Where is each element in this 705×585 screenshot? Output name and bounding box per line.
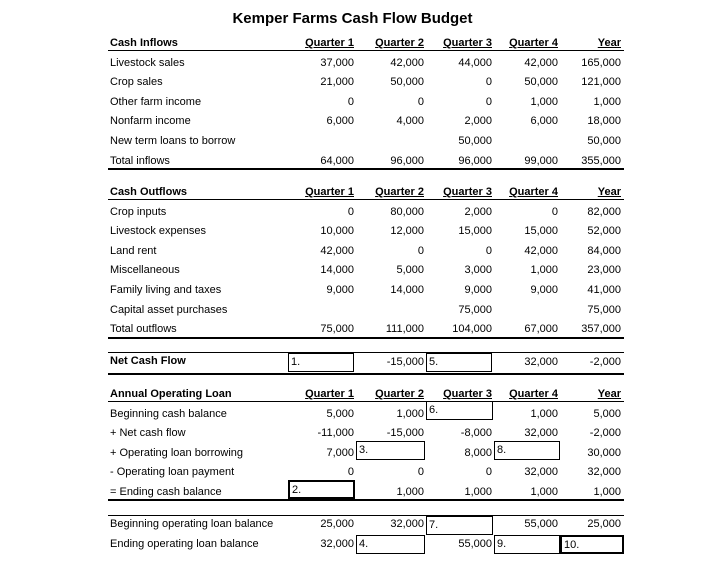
cell-q2: 42,000 bbox=[390, 56, 424, 69]
divider bbox=[108, 337, 624, 339]
cell-q3: 1,000 bbox=[464, 485, 492, 498]
cell-year: 32,000 bbox=[587, 466, 621, 479]
table-row bbox=[108, 203, 624, 223]
blank-number: 6. bbox=[429, 404, 439, 416]
operating-loan-table bbox=[108, 385, 624, 503]
cell-q2: 0 bbox=[417, 466, 424, 479]
cell-q3: -8,000 bbox=[460, 427, 492, 440]
cell-year: 5,000 bbox=[593, 407, 621, 420]
cell-q2: 12,000 bbox=[390, 225, 424, 238]
cell-year: 52,000 bbox=[587, 225, 621, 238]
row-label: Crop sales bbox=[110, 76, 163, 89]
cell-q4: 9,000 bbox=[530, 283, 558, 296]
table-row bbox=[108, 405, 624, 425]
cell-q4: 67,000 bbox=[524, 323, 558, 336]
cell-q1: -11,000 bbox=[317, 427, 354, 440]
header-q2: Quarter 2 bbox=[375, 186, 424, 198]
answer-blank-7[interactable] bbox=[426, 516, 493, 535]
cell-q4: 42,000 bbox=[524, 244, 558, 257]
answer-blank-4[interactable] bbox=[356, 535, 425, 554]
cell-q1: 25,000 bbox=[320, 518, 354, 530]
answer-blank-8[interactable] bbox=[494, 441, 560, 460]
row-label: Total inflows bbox=[110, 154, 170, 167]
answer-blank-10[interactable] bbox=[560, 535, 624, 554]
cell-year: 1,000 bbox=[593, 485, 621, 498]
cell-q1: 42,000 bbox=[320, 244, 354, 257]
row-label: Family living and taxes bbox=[110, 283, 222, 296]
cell-q3: 0 bbox=[485, 95, 492, 108]
cell-q4: 1,000 bbox=[530, 407, 558, 420]
cell-q2: 80,000 bbox=[390, 205, 424, 218]
cell-year: -2,000 bbox=[589, 356, 621, 368]
header-q1: Quarter 1 bbox=[305, 37, 354, 49]
cell-q4: 1,000 bbox=[530, 264, 558, 277]
cell-q3: 55,000 bbox=[458, 537, 492, 550]
cell-q1: 7,000 bbox=[326, 446, 354, 459]
cell-q2: 0 bbox=[417, 95, 424, 108]
answer-blank-3[interactable] bbox=[356, 441, 425, 460]
header-q2: Quarter 2 bbox=[375, 37, 424, 49]
table-row bbox=[108, 93, 624, 113]
cell-q2: 4,000 bbox=[396, 115, 424, 128]
cell-q1: 5,000 bbox=[326, 407, 354, 420]
blank-number: 4. bbox=[359, 538, 369, 550]
answer-blank-9[interactable] bbox=[494, 535, 560, 554]
cell-year: 75,000 bbox=[587, 303, 621, 316]
cell-q1: 32,000 bbox=[320, 537, 354, 550]
row-label: Livestock sales bbox=[110, 56, 185, 69]
cell-q3: 0 bbox=[485, 466, 492, 479]
table-row bbox=[108, 242, 624, 262]
header-label: Cash Outflows bbox=[110, 186, 188, 198]
cell-q3: 3,000 bbox=[464, 264, 492, 277]
header-q1: Quarter 1 bbox=[305, 388, 354, 400]
table-row bbox=[108, 463, 624, 483]
table-row bbox=[108, 281, 624, 301]
cell-q4: 55,000 bbox=[524, 518, 558, 530]
cell-q4: 6,000 bbox=[530, 115, 558, 128]
divider bbox=[108, 373, 624, 375]
cell-q3: 104,000 bbox=[452, 323, 492, 336]
answer-blank-6[interactable] bbox=[426, 401, 493, 420]
cell-q3: 96,000 bbox=[458, 154, 492, 167]
divider bbox=[108, 401, 624, 402]
divider bbox=[108, 168, 624, 170]
net-cash-flow-table bbox=[108, 352, 624, 372]
loan-balance-table bbox=[108, 515, 624, 554]
cell-q3: 2,000 bbox=[464, 115, 492, 128]
answer-blank-5[interactable] bbox=[426, 353, 492, 372]
divider bbox=[108, 50, 624, 51]
cell-q3: 50,000 bbox=[458, 134, 492, 147]
cell-q1: 75,000 bbox=[320, 323, 354, 336]
answer-blank-1[interactable] bbox=[288, 353, 354, 372]
cell-q4: 0 bbox=[551, 205, 558, 218]
page-title: Kemper Farms Cash Flow Budget bbox=[232, 10, 473, 27]
cell-q4: 99,000 bbox=[524, 154, 558, 167]
table-row bbox=[108, 222, 624, 242]
cell-q2: 50,000 bbox=[390, 76, 424, 89]
row-label: Miscellaneous bbox=[110, 264, 180, 277]
cell-q2: 1,000 bbox=[396, 407, 424, 420]
cell-q4: 1,000 bbox=[530, 95, 558, 108]
blank-number: 8. bbox=[497, 444, 507, 456]
row-label: = Ending cash balance bbox=[110, 485, 222, 498]
header-q4: Quarter 4 bbox=[509, 186, 558, 198]
cell-q1: 9,000 bbox=[326, 283, 354, 296]
header-q1: Quarter 1 bbox=[305, 186, 354, 198]
cell-q1: 0 bbox=[347, 205, 354, 218]
answer-blank-2[interactable] bbox=[288, 480, 355, 499]
cell-q4: 42,000 bbox=[524, 56, 558, 69]
cell-q4: 32,000 bbox=[524, 427, 558, 440]
cell-q1: 64,000 bbox=[320, 154, 354, 167]
table-row bbox=[108, 54, 624, 74]
cell-year: 357,000 bbox=[581, 323, 621, 336]
header-q2: Quarter 2 bbox=[375, 388, 424, 400]
cell-year: 121,000 bbox=[581, 76, 621, 89]
row-label: Ending operating loan balance bbox=[110, 537, 259, 550]
cell-q2: -15,000 bbox=[386, 427, 424, 440]
blank-number: 1. bbox=[291, 356, 301, 368]
header-label: Cash Inflows bbox=[110, 37, 178, 49]
header-q3: Quarter 3 bbox=[443, 186, 492, 198]
cell-year: 18,000 bbox=[587, 115, 621, 128]
cell-year: 165,000 bbox=[581, 56, 621, 69]
table-row bbox=[108, 132, 624, 152]
row-label: Total outflows bbox=[110, 323, 177, 336]
cell-q4: 15,000 bbox=[524, 225, 558, 238]
cell-q2: 14,000 bbox=[390, 283, 424, 296]
cell-year: 50,000 bbox=[587, 134, 621, 147]
row-label: + Net cash flow bbox=[110, 427, 186, 440]
cell-q3: 9,000 bbox=[464, 283, 492, 296]
cell-q4: 1,000 bbox=[530, 485, 558, 498]
row-label: Beginning operating loan balance bbox=[110, 518, 274, 530]
cell-q3: 8,000 bbox=[464, 446, 492, 459]
inflows-table bbox=[108, 34, 624, 171]
cell-q4: 32,000 bbox=[524, 466, 558, 479]
blank-number: 3. bbox=[359, 444, 369, 456]
cell-q1: 21,000 bbox=[320, 76, 354, 89]
row-label: Land rent bbox=[110, 244, 157, 257]
table-row bbox=[108, 515, 624, 535]
cell-q1: 0 bbox=[347, 466, 354, 479]
row-label: Other farm income bbox=[110, 95, 202, 108]
header-q3: Quarter 3 bbox=[443, 388, 492, 400]
outflows-table bbox=[108, 183, 624, 340]
cell-q1: 14,000 bbox=[320, 264, 354, 277]
row-label: Beginning cash balance bbox=[110, 407, 227, 420]
row-label: Nonfarm income bbox=[110, 115, 191, 128]
header-label: Annual Operating Loan bbox=[110, 388, 232, 400]
cell-year: 84,000 bbox=[587, 244, 621, 257]
cell-q2: 32,000 bbox=[390, 518, 424, 530]
row-label: New term loans to borrow bbox=[110, 134, 236, 147]
cell-q3: 44,000 bbox=[458, 56, 492, 69]
cell-q2: 111,000 bbox=[385, 323, 424, 336]
cell-q2: 5,000 bbox=[396, 264, 424, 277]
row-label: Capital asset purchases bbox=[110, 303, 228, 316]
cell-q2: 0 bbox=[417, 244, 424, 257]
cell-year: 1,000 bbox=[593, 95, 621, 108]
table-row bbox=[108, 301, 624, 321]
cell-q4: 32,000 bbox=[524, 356, 558, 368]
cell-q1: 37,000 bbox=[320, 56, 354, 69]
header-year: Year bbox=[597, 186, 621, 198]
header-q4: Quarter 4 bbox=[509, 388, 558, 400]
divider bbox=[108, 499, 624, 501]
cell-year: 41,000 bbox=[587, 283, 621, 296]
blank-number: 5. bbox=[429, 356, 439, 368]
row-label: + Operating loan borrowing bbox=[110, 446, 243, 459]
cell-q3: 75,000 bbox=[458, 303, 492, 316]
cell-q3: 0 bbox=[485, 76, 492, 89]
cell-year: 25,000 bbox=[587, 518, 621, 530]
cell-year: 82,000 bbox=[587, 205, 621, 218]
header-q3: Quarter 3 bbox=[443, 37, 492, 49]
cell-year: 355,000 bbox=[581, 154, 621, 167]
cell-year: -2,000 bbox=[589, 427, 621, 440]
cell-q3: 2,000 bbox=[464, 205, 492, 218]
cell-q3: 0 bbox=[485, 244, 492, 257]
row-label: - Operating loan payment bbox=[110, 466, 235, 479]
blank-number: 9. bbox=[497, 538, 507, 550]
table-row bbox=[108, 261, 624, 281]
blank-number: 10. bbox=[564, 539, 580, 551]
header-year: Year bbox=[597, 37, 621, 49]
divider bbox=[108, 199, 624, 200]
header-year: Year bbox=[597, 388, 621, 400]
cell-q3: 15,000 bbox=[458, 225, 492, 238]
cell-q4: 50,000 bbox=[524, 76, 558, 89]
row-label: Net Cash Flow bbox=[110, 355, 186, 367]
cell-q1: 10,000 bbox=[320, 225, 354, 238]
cell-q1: 6,000 bbox=[326, 115, 354, 128]
blank-number: 7. bbox=[429, 519, 439, 531]
cell-year: 23,000 bbox=[587, 264, 621, 277]
cell-q2: 1,000 bbox=[396, 485, 424, 498]
blank-number: 2. bbox=[292, 484, 302, 496]
cell-q2: 96,000 bbox=[390, 154, 424, 167]
cell-q2: -15,000 bbox=[386, 356, 424, 368]
table-row bbox=[108, 73, 624, 93]
row-label: Crop inputs bbox=[110, 205, 167, 218]
cell-q1: 0 bbox=[347, 95, 354, 108]
header-q4: Quarter 4 bbox=[509, 37, 558, 49]
table-row bbox=[108, 112, 624, 132]
row-label: Livestock expenses bbox=[110, 225, 206, 238]
cell-year: 30,000 bbox=[587, 446, 621, 459]
